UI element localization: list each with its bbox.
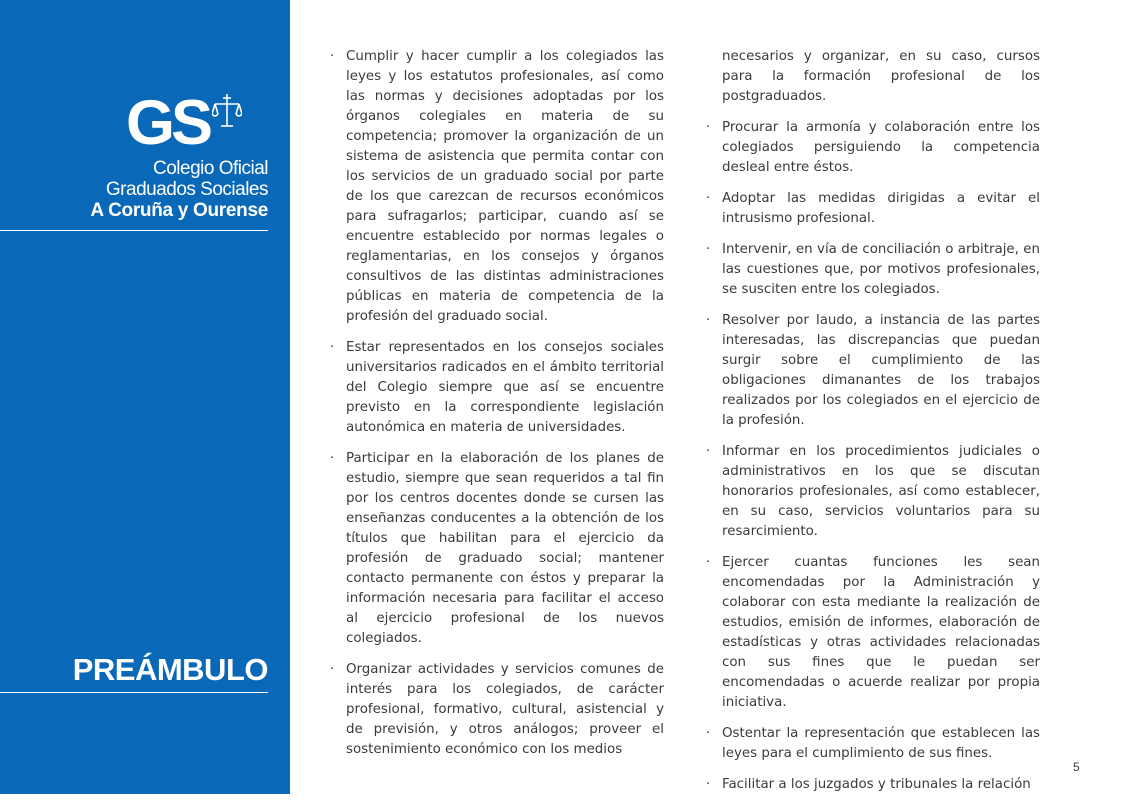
list-item-text: Cumplir y hacer cumplir a los colegiados las leyes y los estatutos profesionales, así como las normas y decisiones adoptadas por los órganos colegiales en materia de su competencia; promover la organización de un sistema de asistencia que permita contar con los servicios de un graduado social por parte de los que carezcan de recursos económicos para sufragarlos; participar, cuando así se encuentre establecido por normas legales o reglamentarias, en los consejos y órganos consultivos de las distintas administraciones públicas en materia de competencia de la profesión del graduado social. <box>346 49 664 324</box>
sidebar-divider-bottom <box>0 692 268 693</box>
right-bullet-list <box>706 118 1040 795</box>
right-text-column <box>706 47 1040 806</box>
bullet-icon: · <box>330 340 335 355</box>
college-logo <box>60 88 268 222</box>
bullet-icon: · <box>706 555 711 570</box>
list-item <box>330 338 664 438</box>
list-item <box>706 240 1040 300</box>
list-item-text: Organizar actividades y servicios comunes de interés para los colegiados, de carácter profesional, formativo, cultural, asistencial y de previsión, y otros análogos; proveer el sostenimiento económico con los medios <box>346 662 664 757</box>
list-item-text: Ostentar la representación que establecen las leyes para el cumplimiento de sus fines. <box>722 726 1040 761</box>
list-item-text: Participar en la elaboración de los planes de estudio, siempre que sean requeridos a tal fin por los centros docentes donde se cursen las enseñanzas conducentes a la obtención de los títulos que habilitan para el ejercicio da profesión de graduado social; mantener contacto permanente con éstos y preparar la información necesaria para facilitar el acceso al ejercicio profesional de los nuevos colegiados. <box>346 451 664 646</box>
left-bullet-list <box>330 47 664 760</box>
left-text-column <box>330 47 664 771</box>
bullet-icon: · <box>330 662 335 677</box>
logo-text <box>90 158 268 222</box>
list-item-text: Facilitar a los juzgados y tribunales la relación <box>722 777 1031 792</box>
list-item <box>706 118 1040 178</box>
sidebar <box>0 0 290 794</box>
list-item <box>330 449 664 649</box>
section-title: PREÁMBULO <box>72 652 268 687</box>
bullet-icon: · <box>706 191 711 206</box>
scales-of-justice-icon <box>212 92 242 132</box>
list-item-text: Resolver por laudo, a instancia de las partes interesadas, las discrepancias que puedan surgir sobre el cumplimiento de las obligaciones dimanantes de los trabajos realizados por los colegiados en el ejercicio de la profesión. <box>722 313 1040 428</box>
list-item <box>706 553 1040 713</box>
logo-line-3: A Coruña y Ourense <box>90 200 268 221</box>
logo-line-2: Graduados Sociales <box>105 179 268 200</box>
bullet-icon: · <box>706 777 711 792</box>
bullet-icon: · <box>330 49 335 64</box>
bullet-icon: · <box>330 451 335 466</box>
list-item <box>706 311 1040 431</box>
logo-letters: GS <box>126 88 210 158</box>
list-item <box>706 442 1040 542</box>
continued-text: necesarios y organizar, en su caso, cursos para la formación profesional de los postgraduados. <box>722 49 1040 104</box>
list-item <box>330 47 664 327</box>
logo-line-1: Colegio Oficial <box>153 158 268 179</box>
bullet-icon: · <box>706 120 711 135</box>
list-item <box>706 189 1040 229</box>
list-item <box>330 660 664 760</box>
list-item-text: Ejercer cuantas funciones les sean encomendadas por la Administración y colaborar con esta mediante la realización de estudios, emisión de informes, elaboración de estadísticas y otras actividades relacionadas con sus fines que le puedan ser encomendadas o acuerde realizar por propia iniciativa. <box>722 555 1040 710</box>
list-item <box>706 724 1040 764</box>
bullet-icon: · <box>706 444 711 459</box>
list-item-text: Informar en los procedimientos judiciales o administrativos en los que se discutan honorarios profesionales, así como establecer, en su caso, servicios voluntarios para su resarcimiento. <box>722 444 1040 539</box>
logo-mark <box>126 88 246 158</box>
bullet-icon: · <box>706 242 711 257</box>
bullet-icon: · <box>706 313 711 328</box>
sidebar-divider-top <box>0 230 268 231</box>
list-item-text: Estar representados en los consejos sociales universitarios radicados en el ámbito territorial del Colegio siempre que así se encuentre previsto en la correspondiente legislación autonómica en materia de universidades. <box>346 340 664 435</box>
list-item-text: Adoptar las medidas dirigidas a evitar el intrusismo profesional. <box>722 191 1040 226</box>
page-number: 5 <box>1073 760 1080 774</box>
list-item-text: Intervenir, en vía de conciliación o arbitraje, en las cuestiones que, por motivos profesionales, se susciten entre los colegiados. <box>722 242 1040 297</box>
list-item-text: Procurar la armonía y colaboración entre los colegiados persiguiendo la competencia desleal entre éstos. <box>722 120 1040 175</box>
list-item <box>706 775 1040 795</box>
bullet-icon: · <box>706 726 711 741</box>
